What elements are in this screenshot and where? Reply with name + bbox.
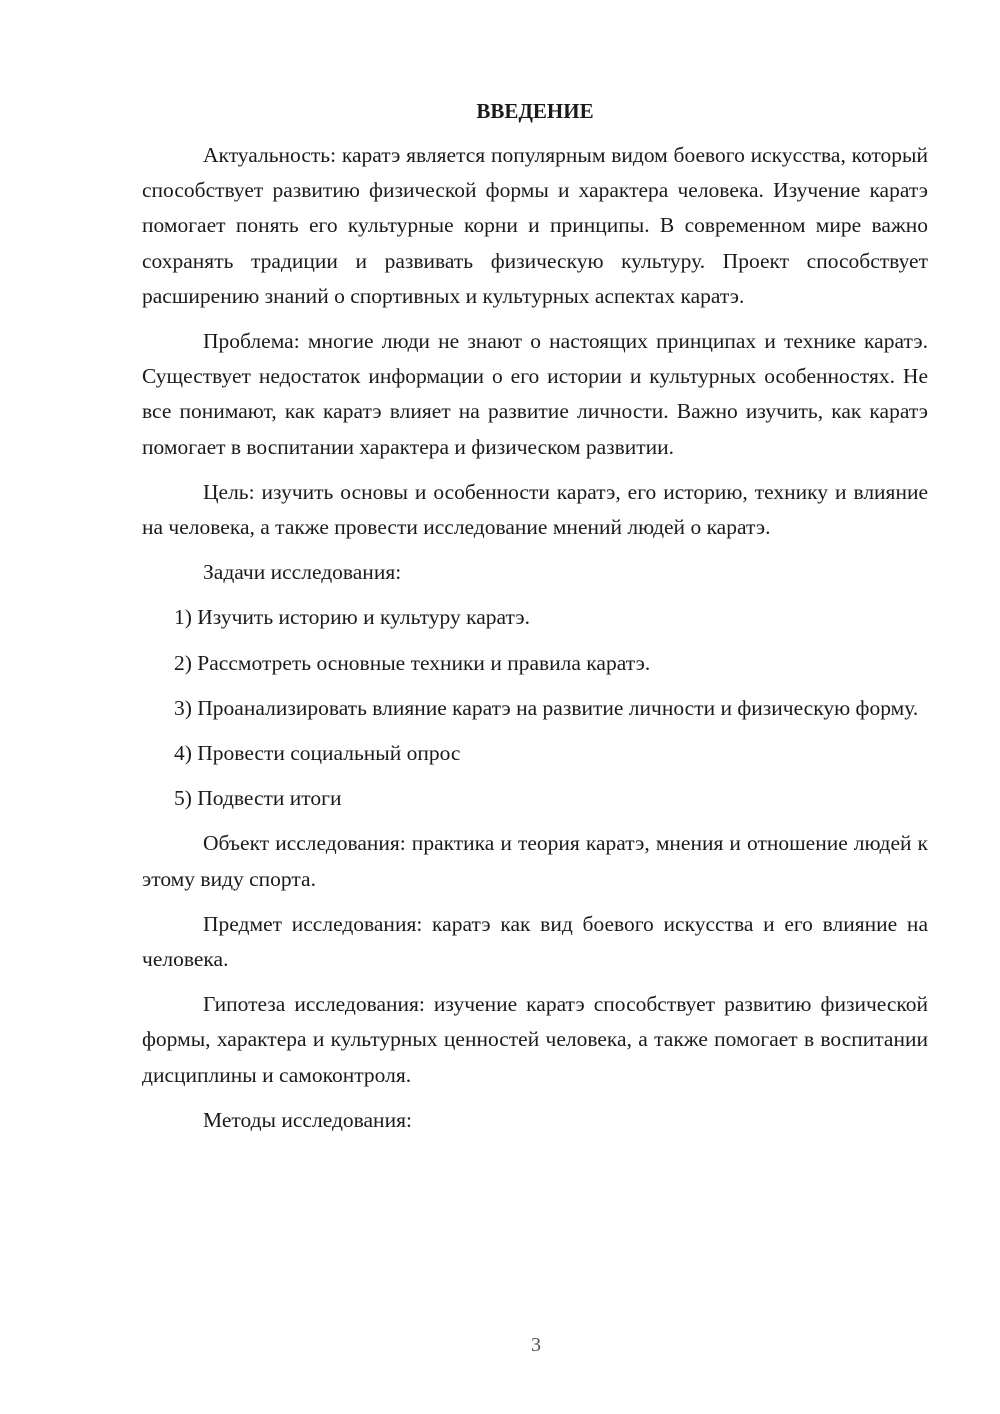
page-number: 3 (531, 1334, 541, 1356)
document-page (142, 96, 928, 1148)
paragraph-problem: Проблема: многие люди не знают о настоящих принципах и технике каратэ. Существует недостаток информации о его истории и культурных особенностях. Не все понимают, как каратэ влияет на развитие личности. Важно изучить, как каратэ помогает в воспитании характера и физическом развитии. (142, 329, 928, 459)
list-item: 5) Подвести итоги (174, 786, 342, 811)
section-title: ВВЕДЕНИЕ (476, 99, 594, 123)
tasks-list (142, 600, 928, 816)
list-item: 3) Проанализировать влияние каратэ на развитие личности и физическую форму. (174, 695, 919, 720)
paragraph-goal: Цель: изучить основы и особенности каратэ, его историю, технику и влияние на человека, а также провести исследование мнений людей о каратэ. (142, 479, 928, 540)
paragraph-hypothesis: Гипотеза исследования: изучение каратэ способствует развитию физической формы, характера и культурных ценностей человека, а также помогает в воспитании дисциплины и самоконтроля. (142, 992, 928, 1087)
list-item: 4) Провести социальный опрос (174, 741, 461, 766)
paragraph-object: Объект исследования: практика и теория каратэ, мнения и отношение людей к этому виду спорта. (142, 831, 928, 891)
paragraph-relevance: Актуальность: каратэ является популярным видом боевого искусства, который способствует развитию физической формы и характера человека. Изучение каратэ помогает понять его культурные корни и принципы. В современном мире важно сохранять традиции и развивать физическую культуру. Проект способствует расширению знаний о спортивных и культурных аспектах каратэ. (142, 143, 928, 308)
tasks-heading: Задачи исследования: (203, 560, 402, 585)
list-item: 2) Рассмотреть основные техники и правила каратэ. (174, 650, 651, 675)
methods-heading: Методы исследования: (203, 1107, 412, 1132)
list-item: 1) Изучить историю и культуру каратэ. (174, 605, 531, 630)
paragraph-subject: Предмет исследования: каратэ как вид боевого искусства и его влияние на человека. (142, 911, 928, 972)
